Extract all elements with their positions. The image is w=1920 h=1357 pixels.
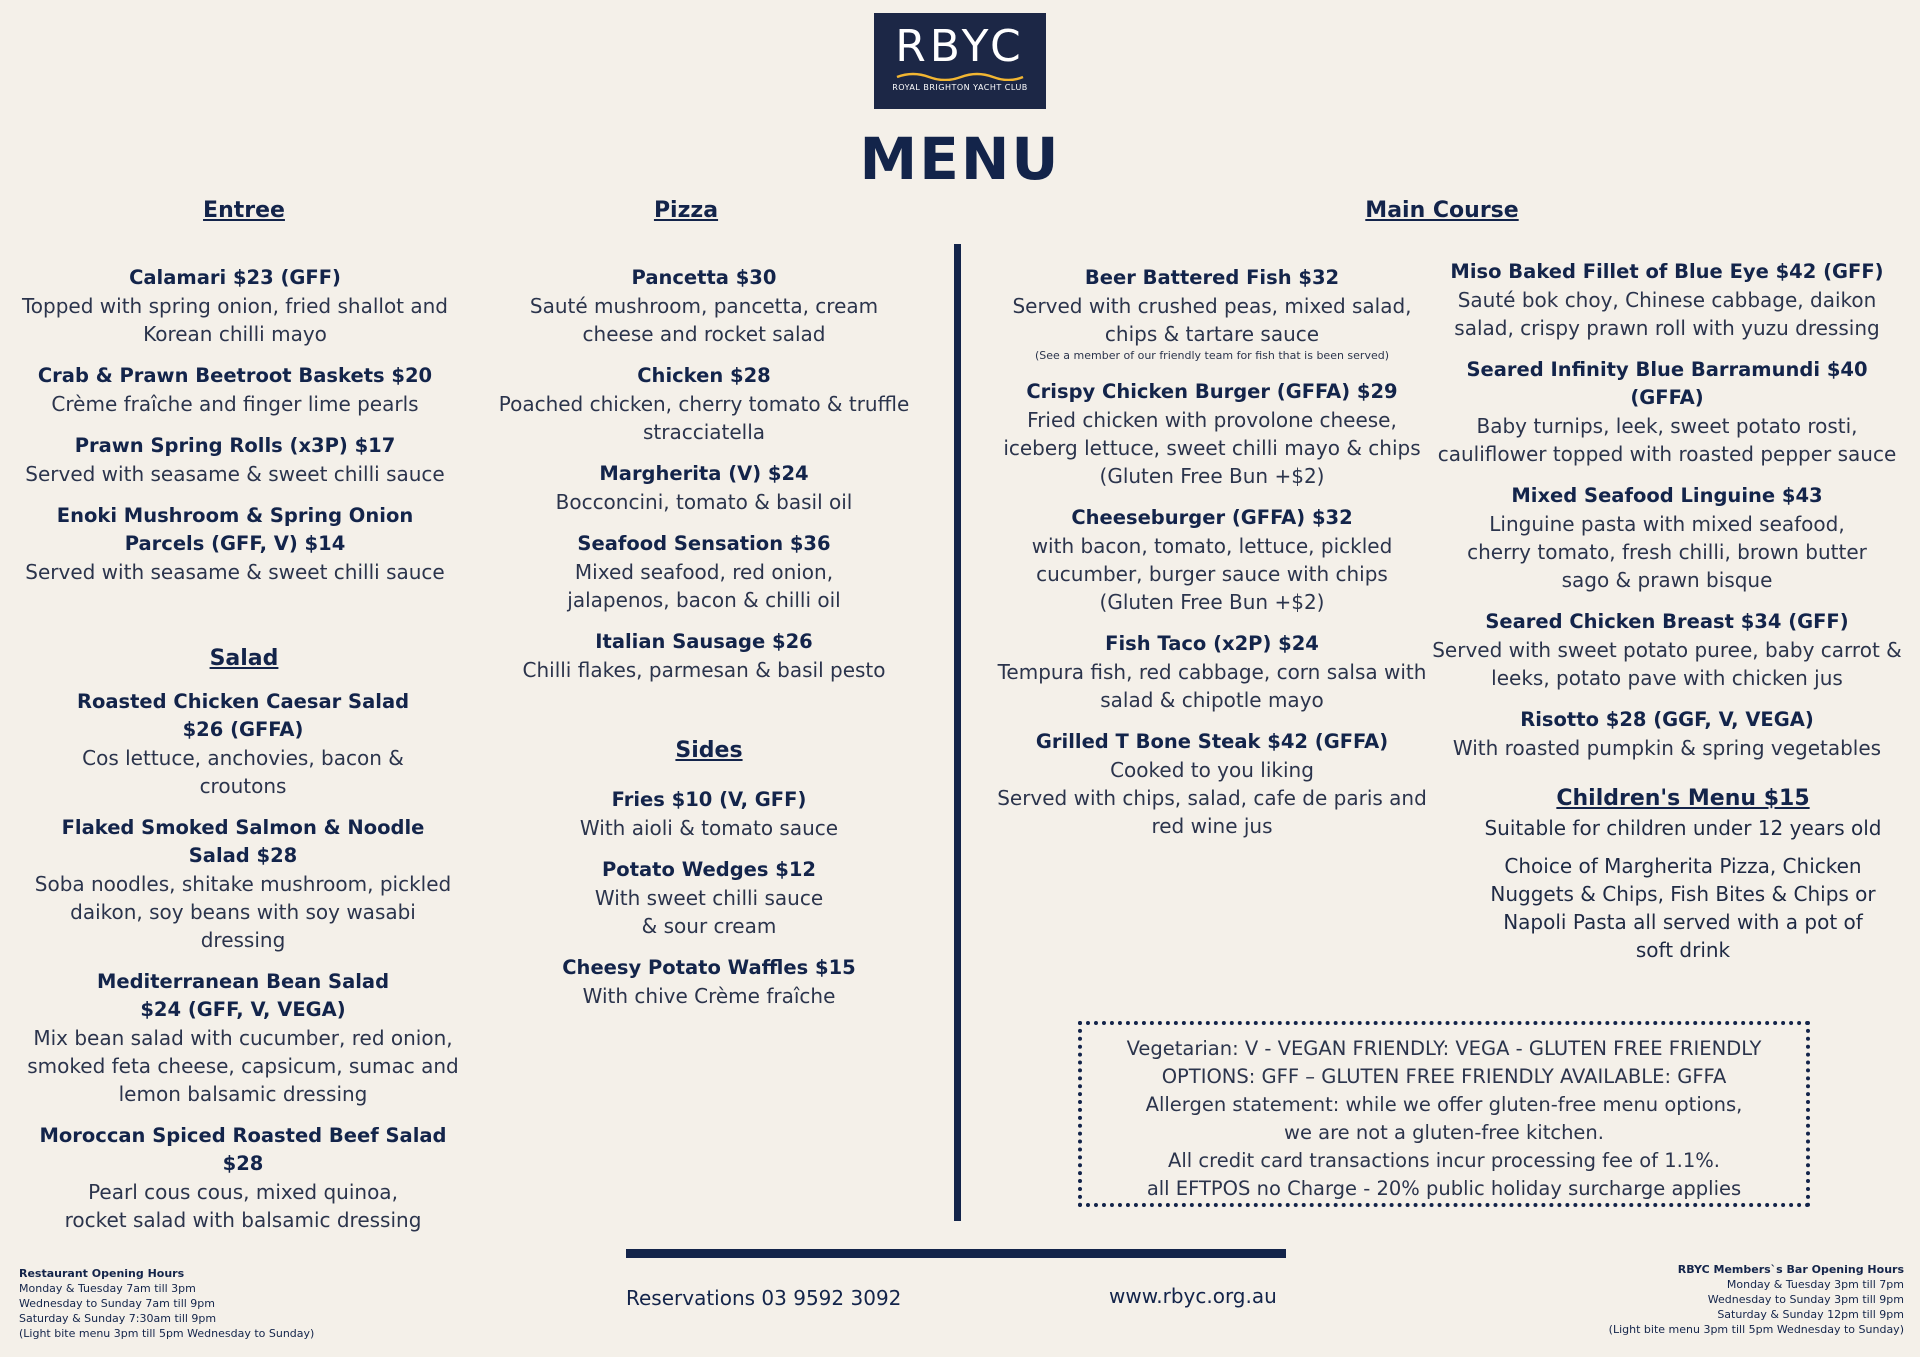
- website-link[interactable]: www.rbyc.org.au: [1109, 1284, 1277, 1308]
- list-item: Cheeseburger (GFFA) $32 with bacon, tomato, lettuce, pickled cucumber, burger sauce with chips (Gluten Free Bun +$2): [1031, 506, 1393, 614]
- list-item: Risotto $28 (GGF, V, VEGA) With roasted pumpkin & spring vegetables: [1452, 708, 1882, 760]
- list-item: Cheesy Potato Waffles $15 With chive Crème fraîche: [562, 956, 856, 1008]
- list-item: Fish Taco (x2P) $24 Tempura fish, red cabbage, corn salsa with salad & chipotle mayo: [997, 632, 1427, 712]
- vertical-divider: [954, 244, 961, 1221]
- list-item: Mixed Seafood Linguine $43 Linguine pasta with mixed seafood, cherry tomato, fresh chilli, brown butter sago & prawn bisque: [1467, 484, 1867, 592]
- list-item: Margherita (V) $24 Bocconcini, tomato & basil oil: [555, 462, 853, 514]
- main-course-heading: Main Course: [1365, 198, 1519, 223]
- list-item: Miso Baked Fillet of Blue Eye $42 (GFF) Sauté bok choy, Chinese cabbage, daikon salad, crispy prawn roll with yuzu dressing: [1450, 260, 1884, 340]
- main-course-right-list: [1432, 258, 1902, 776]
- pizza-heading: Pizza: [653, 198, 719, 223]
- list-item: Potato Wedges $12 With sweet chilli sauce & sour cream: [594, 858, 824, 938]
- logo-wordmark: RBYC: [895, 21, 1025, 72]
- list-item: Grilled T Bone Steak $42 (GFFA) Cooked to you liking Served with chips, salad, cafe de paris and red wine jus: [997, 730, 1427, 838]
- childrens-menu-eligibility: Suitable for children under 12 years old: [1484, 816, 1882, 840]
- list-item: Crab & Prawn Beetroot Baskets $20 Crème fraîche and finger lime pearls: [37, 364, 433, 416]
- notice-line: All credit card transactions incur processing fee of 1.1%.: [1168, 1149, 1720, 1172]
- rbyc-logo: [874, 13, 1046, 109]
- salad-heading: Salad: [209, 646, 279, 671]
- childrens-menu-heading: Children's Menu $15: [1556, 786, 1810, 811]
- reservations-phone[interactable]: Reservations 03 9592 3092: [626, 1286, 902, 1310]
- list-item: Italian Sausage $26 Chilli flakes, parmesan & basil pesto: [522, 630, 886, 682]
- childrens-menu: [1460, 784, 1906, 964]
- list-item: Enoki Mushroom & Spring Onion Parcels (GFF, V) $14 Served with seasame & sweet chilli sauce: [25, 504, 445, 584]
- list-item: Calamari $23 (GFF) Topped with spring onion, fried shallot and Korean chilli mayo: [21, 266, 448, 346]
- list-item: Flaked Smoked Salmon & Noodle Salad $28 Soba noodles, shitake mushroom, pickled daikon, soy beans with soy wasabi dressing: [34, 816, 452, 952]
- list-item: Fries $10 (V, GFF) With aioli & tomato sauce: [579, 788, 839, 840]
- main-course-left-list: [992, 264, 1432, 854]
- list-item: Seared Chicken Breast $34 (GFF) Served with sweet potato puree, baby carrot & leeks, potato pave with chicken jus: [1432, 610, 1902, 690]
- entree-heading: Entree: [203, 198, 285, 223]
- pizza-list: [482, 264, 926, 698]
- sides-list: [534, 786, 884, 1024]
- dietary-notice-box: [1078, 1021, 1810, 1207]
- bar-opening-hours: RBYC Members`s Bar Opening Hours Monday & Tuesday 3pm till 7pm Wednesday to Sunday 3pm till 9pm Saturday & Sunday 12pm till 9pm (Light bite menu 3pm till 5pm Wednesday to Sunday): [1608, 1263, 1904, 1336]
- notice-line: Allergen statement: while we offer gluten-free menu options,: [1145, 1093, 1743, 1116]
- childrens-menu-description: Choice of Margherita Pizza, Chicken Nuggets & Chips, Fish Bites & Chips or Napoli Pasta all served with a pot of soft drink: [1490, 854, 1876, 962]
- list-item: Pancetta $30 Sauté mushroom, pancetta, cream cheese and rocket salad: [529, 266, 879, 346]
- list-item: Prawn Spring Rolls (x3P) $17 Served with seasame & sweet chilli sauce: [25, 434, 445, 486]
- list-item: Roasted Chicken Caesar Salad $26 (GFFA) Cos lettuce, anchovies, bacon & croutons: [76, 690, 410, 798]
- list-item: Crispy Chicken Burger (GFFA) $29 Fried chicken with provolone cheese, iceberg lettuce, sweet chilli mayo & chips (Gluten Free Bun +$2): [1003, 380, 1421, 488]
- list-item: Moroccan Spiced Roasted Beef Salad $28 Pearl cous cous, mixed quinoa, rocket salad with balsamic dressing: [39, 1124, 447, 1232]
- restaurant-opening-hours: Restaurant Opening Hours Monday & Tuesday 7am till 3pm Wednesday to Sunday 7am till 9pm Saturday & Sunday 7:30am till 9pm (Light bite menu 3pm till 5pm Wednesday to Sunday): [19, 1267, 315, 1340]
- logo-club-name: ROYAL BRIGHTON YACHT CLUB: [892, 83, 1028, 92]
- salad-list: [18, 688, 468, 1248]
- list-item: Seafood Sensation $36 Mixed seafood, red onion, jalapenos, bacon & chilli oil: [567, 532, 841, 612]
- wave-icon: [895, 71, 1025, 81]
- footer-divider: [626, 1249, 1286, 1258]
- notice-line: all EFTPOS no Charge - 20% public holiday surcharge applies: [1146, 1177, 1742, 1200]
- list-item: Chicken $28 Poached chicken, cherry tomato & truffle stracciatella: [498, 364, 910, 444]
- page-title: MENU: [859, 125, 1061, 193]
- notice-line: OPTIONS: GFF – GLUTEN FREE FRIENDLY AVAILABLE: GFFA: [1161, 1065, 1727, 1088]
- list-item: Beer Battered Fish $32 Served with crushed peas, mixed salad, chips & tartare sauce (See a member of our friendly team for fish that is been served): [1012, 266, 1412, 362]
- sides-heading: Sides: [675, 738, 743, 763]
- entree-list: [10, 264, 460, 600]
- list-item: Mediterranean Bean Salad $24 (GFF, V, VEGA) Mix bean salad with cucumber, red onion, smoked feta cheese, capsicum, sumac and lemon balsamic dressing: [27, 970, 459, 1106]
- list-item: Seared Infinity Blue Barramundi $40 (GFFA) Baby turnips, leek, sweet potato rosti, cauliflower topped with roasted pepper sauce: [1437, 358, 1897, 466]
- notice-line: Vegetarian: V - VEGAN FRIENDLY: VEGA - GLUTEN FREE FRIENDLY: [1126, 1037, 1762, 1060]
- notice-line: we are not a gluten-free kitchen.: [1284, 1121, 1604, 1144]
